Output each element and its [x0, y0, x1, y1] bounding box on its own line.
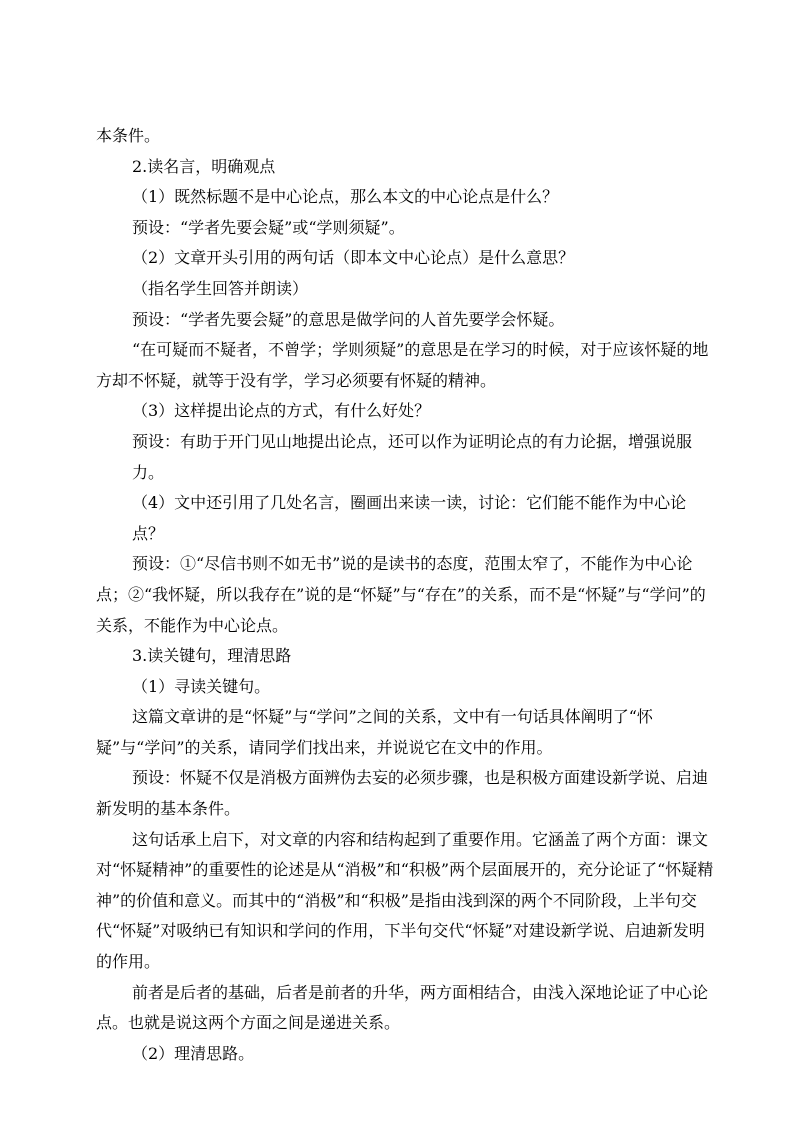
section-heading-2: 2.读名言，明确观点 [132, 156, 276, 176]
paragraph-continuation: 本条件。 [96, 126, 161, 145]
subheading-1: （1）寻读关键句。 [132, 676, 271, 696]
instruction-note: （指名学生回答并朗读） [132, 278, 309, 298]
section-heading-3: 3.读关键句，理清思路 [132, 646, 292, 666]
answer-2a: 预设：“学者先要会疑”的意思是做学问的人首先要学会怀疑。 [132, 309, 565, 329]
question-1: （1）既然标题不是中心论点，那么本文的中心论点是什么？ [132, 187, 559, 207]
answer-key-sentence: 预设：怀疑不仅是消极方面辨伪去妄的必须步骤，也是积极方面建设新学说、启迪新发明的基本条件。 [96, 768, 709, 819]
answer-2b: “在可疑而不疑者，不曾学；学则须疑”的意思是在学习的时候，对于应该怀疑的地方却不怀疑，就等于没有学，学习必须要有怀疑的精神。 [96, 340, 709, 390]
answer-3: 预设：有助于开门见山地提出论点，还可以作为证明论点的有力论据，增强说服力。 [132, 431, 693, 482]
question-4: （4）文中还引用了几处名言，圈画出来读一读，讨论：它们能不能作为中心论点？ [132, 493, 687, 543]
answer-1: 预设：“学者先要会疑”或“学则须疑”。 [132, 217, 405, 237]
paragraph-conclusion: 前者是后者的基础，后者是前者的升华，两方面相结合，由浅入深地论证了中心论点。也就是说这两个方面之间是递进关系。 [96, 982, 709, 1033]
question-3: （3）这样提出论点的方式，有什么好处？ [132, 401, 431, 421]
paragraph-analysis: 这句话承上启下，对文章的内容和结构起到了重要作用。它涵盖了两个方面：课文对“怀疑精神”的重要性的论述是从“消极”和“积极”两个层面展开的，充分论证了“怀疑精神”的价值和意义。而其中的“消极”和“积极”是指由浅到深的两个不同阶段，上半句交代“怀疑”对吸纳已有知识和学问的作用，下半句交代“怀疑”对建设新学说、启迪新发明的作用。 [96, 829, 714, 972]
paragraph-relation: 这篇文章讲的是“怀疑”与“学问”之间的关系，文中有一句话具体阐明了“怀疑”与“学问”的关系，请同学们找出来，并说说它在文中的作用。 [96, 707, 653, 757]
question-2: （2）文章开头引用的两句话（即本文中心论点）是什么意思？ [132, 248, 575, 268]
document-body [96, 121, 714, 1069]
answer-4: 预设：①“尽信书则不如无书”说的是读书的态度，范围太窄了，不能作为中心论点；②“我怀疑，所以我存在”说的是“怀疑”与“存在”的关系，而不是“怀疑”与“学问”的关系，不能作为中心论点。 [96, 554, 706, 635]
subheading-2: （2）理清思路。 [132, 1043, 255, 1063]
